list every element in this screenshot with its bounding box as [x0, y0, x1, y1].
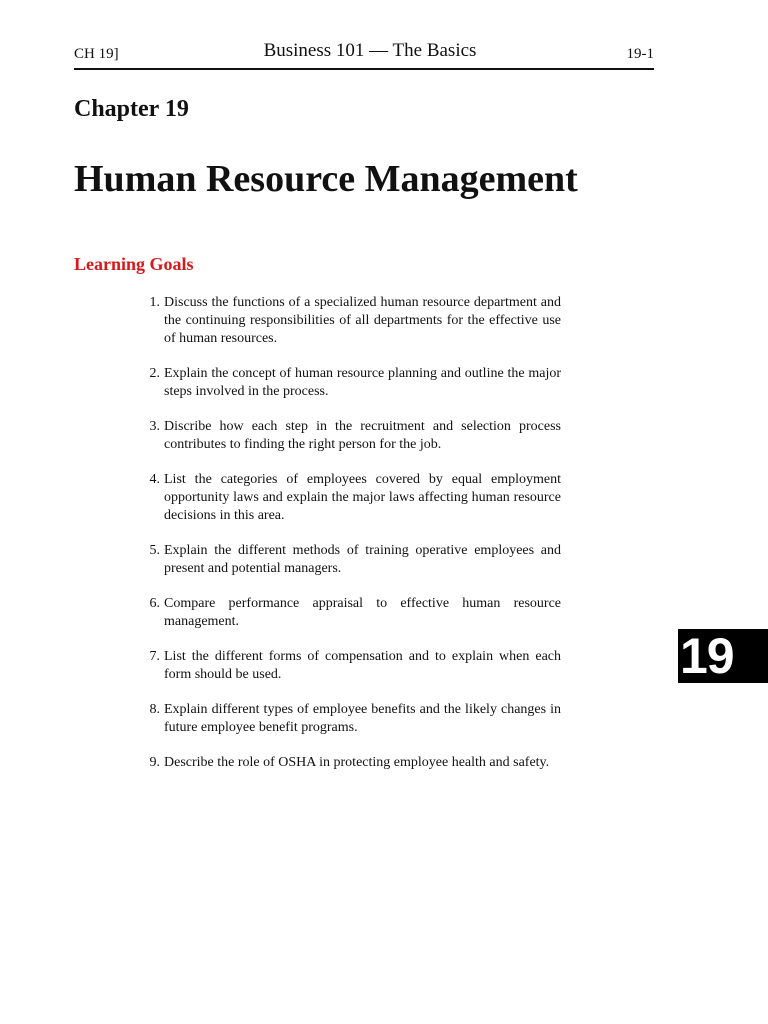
learning-goal-item: [134, 701, 561, 737]
goal-number: 4.: [149, 472, 160, 487]
goal-text: Compare performance appraisal to effective human resource management.: [164, 596, 561, 629]
goal-number: 3.: [149, 419, 160, 434]
goal-number: 5.: [149, 543, 160, 558]
learning-goal-item: [134, 294, 561, 348]
learning-goals-heading: Learning Goals: [74, 254, 194, 274]
learning-goal-item: [134, 542, 561, 578]
header-chapter-ref: CH 19]: [74, 46, 119, 62]
learning-goals-list: [134, 294, 561, 789]
chapter-title: Human Resource Management: [74, 158, 578, 200]
goal-text: Explain different types of employee benefits and the likely changes in future employee benefit programs.: [164, 702, 561, 735]
learning-goal-item: [134, 648, 561, 684]
goal-number: 9.: [149, 755, 160, 770]
learning-goal-item: [134, 418, 561, 454]
chapter-label: Chapter 19: [74, 96, 189, 122]
goal-number: 8.: [149, 702, 160, 717]
learning-goal-item: [134, 471, 561, 525]
learning-goal-item: [134, 754, 561, 772]
goal-number: 7.: [149, 649, 160, 664]
goal-text: List the categories of employees covered by equal employment opportunity laws and explain the major laws affecting human resource decisions in this area.: [164, 472, 561, 523]
goal-text: Discuss the functions of a specialized human resource department and the continuing responsibilities of all departments for the effective use of human resources.: [164, 295, 561, 346]
learning-goal-item: [134, 595, 561, 631]
goal-text: Describe the role of OSHA in protecting employee health and safety.: [164, 755, 550, 770]
learning-goal-item: [134, 365, 561, 401]
goal-text: Explain the concept of human resource planning and outline the major steps involved in the process.: [164, 366, 561, 399]
goal-text: Discribe how each step in the recruitment and selection process contributes to finding the right person for the job.: [164, 419, 561, 452]
goal-text: List the different forms of compensation and to explain when each form should be used.: [164, 649, 561, 682]
goal-text: Explain the different methods of training operative employees and present and potential managers.: [164, 543, 561, 576]
header-page-number: 19-1: [626, 46, 654, 62]
chapter-thumb-tab: 19: [678, 629, 768, 683]
goal-number: 1.: [149, 295, 160, 310]
running-header: [74, 40, 654, 70]
header-book-title: Business 101 — The Basics: [263, 40, 477, 61]
goal-number: 2.: [149, 366, 160, 381]
goal-number: 6.: [149, 596, 160, 611]
